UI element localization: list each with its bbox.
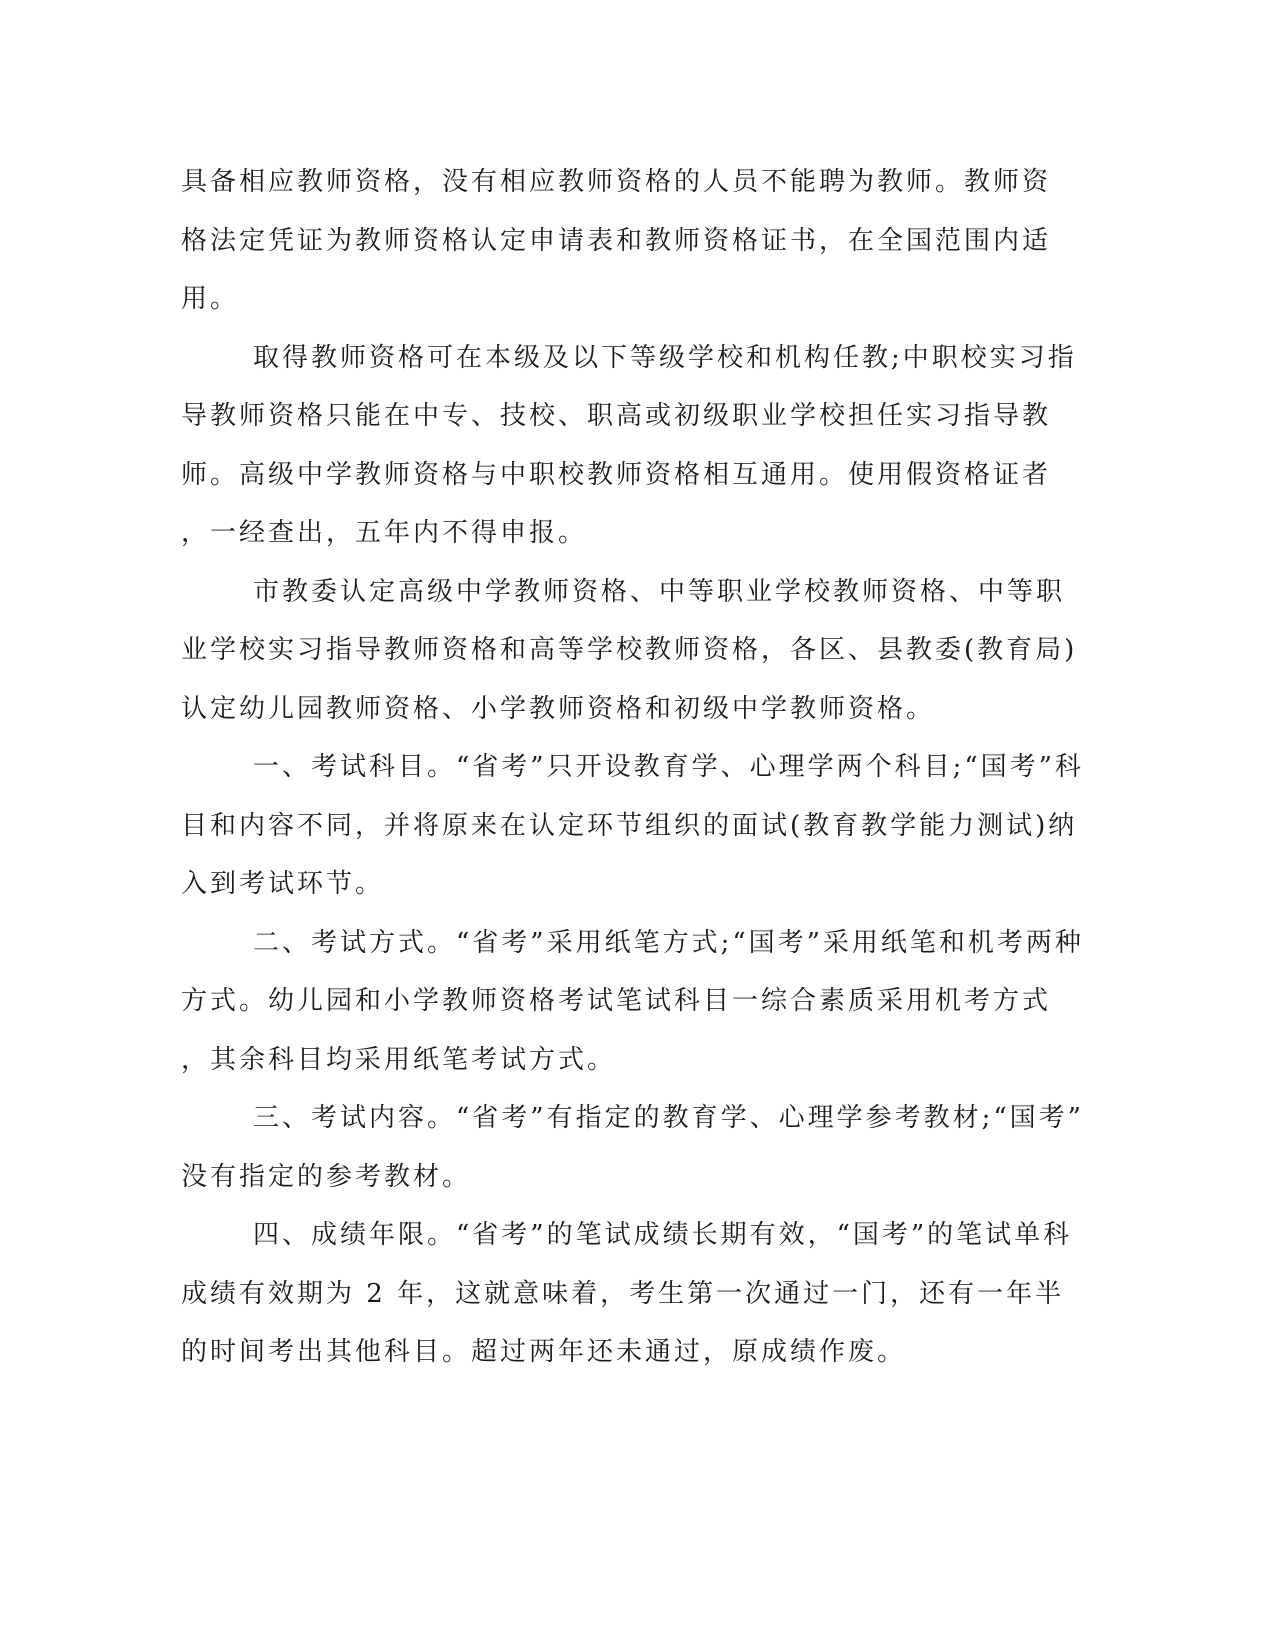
text-line: 导教师资格只能在中专、技校、职高或初级职业学校担任实习指导教 [181,401,1052,431]
document-body [181,153,1084,1382]
text-line: 具备相应教师资格，没有相应教师资格的人员不能聘为教师。教师资 [181,167,1052,197]
text-line: 入到考试环节。 [181,869,385,899]
paragraph-first-line: 二、考试方式。“省考”采用纸笔方式;“国考”采用纸笔和机考两种 [253,927,1084,958]
text-line: ，其余科目均采用纸笔考试方式。 [181,1044,617,1075]
text-line: 目和内容不同，并将原来在认定环节组织的面试(教育教学能力测试)纳 [181,810,1078,841]
paragraph-first-line: 一、考试科目。“省考”只开设教育学、心理学两个科目;“国考”科 [253,752,1084,782]
paragraph-first-line: 三、考试内容。“省考”有指定的教育学、心理学参考教材;“国考” [253,1103,1084,1133]
paragraph-first-line: 四、成绩年限。“省考”的笔试成绩长期有效，“国考”的笔试单科 [253,1220,1073,1250]
text-line: 格法定凭证为教师资格认定申请表和教师资格证书，在全国范围内适 [181,225,1052,256]
text-line: 没有指定的参考教材。 [181,1161,472,1192]
paragraph-first-line: 市教委认定高级中学教师资格、中等职业学校教师资格、中等职 [253,576,1066,607]
text-line: 认定幼儿园教师资格、小学教师资格和初级中学教师资格。 [181,693,936,724]
text-line: 用。 [181,284,240,314]
text-line: 方式。幼儿园和小学教师资格考试笔试科目一综合素质采用机考方式 [181,986,1052,1016]
text-line: 成绩有效期为 2 年，这就意味着，考生第一次通过一门，还有一年半 [181,1278,1065,1309]
text-line: 业学校实习指导教师资格和高等学校教师资格，各区、县教委(教育局) [181,635,1078,665]
text-line: 的时间考出其他科目。超过两年还未通过，原成绩作废。 [181,1337,907,1367]
text-line: ，一经查出，五年内不得申报。 [181,518,588,548]
text-line: 师。高级中学教师资格与中职校教师资格相互通用。使用假资格证者 [181,459,1052,490]
paragraph-first-line: 取得教师资格可在本级及以下等级学校和机构任教;中职校实习指 [253,342,1077,373]
